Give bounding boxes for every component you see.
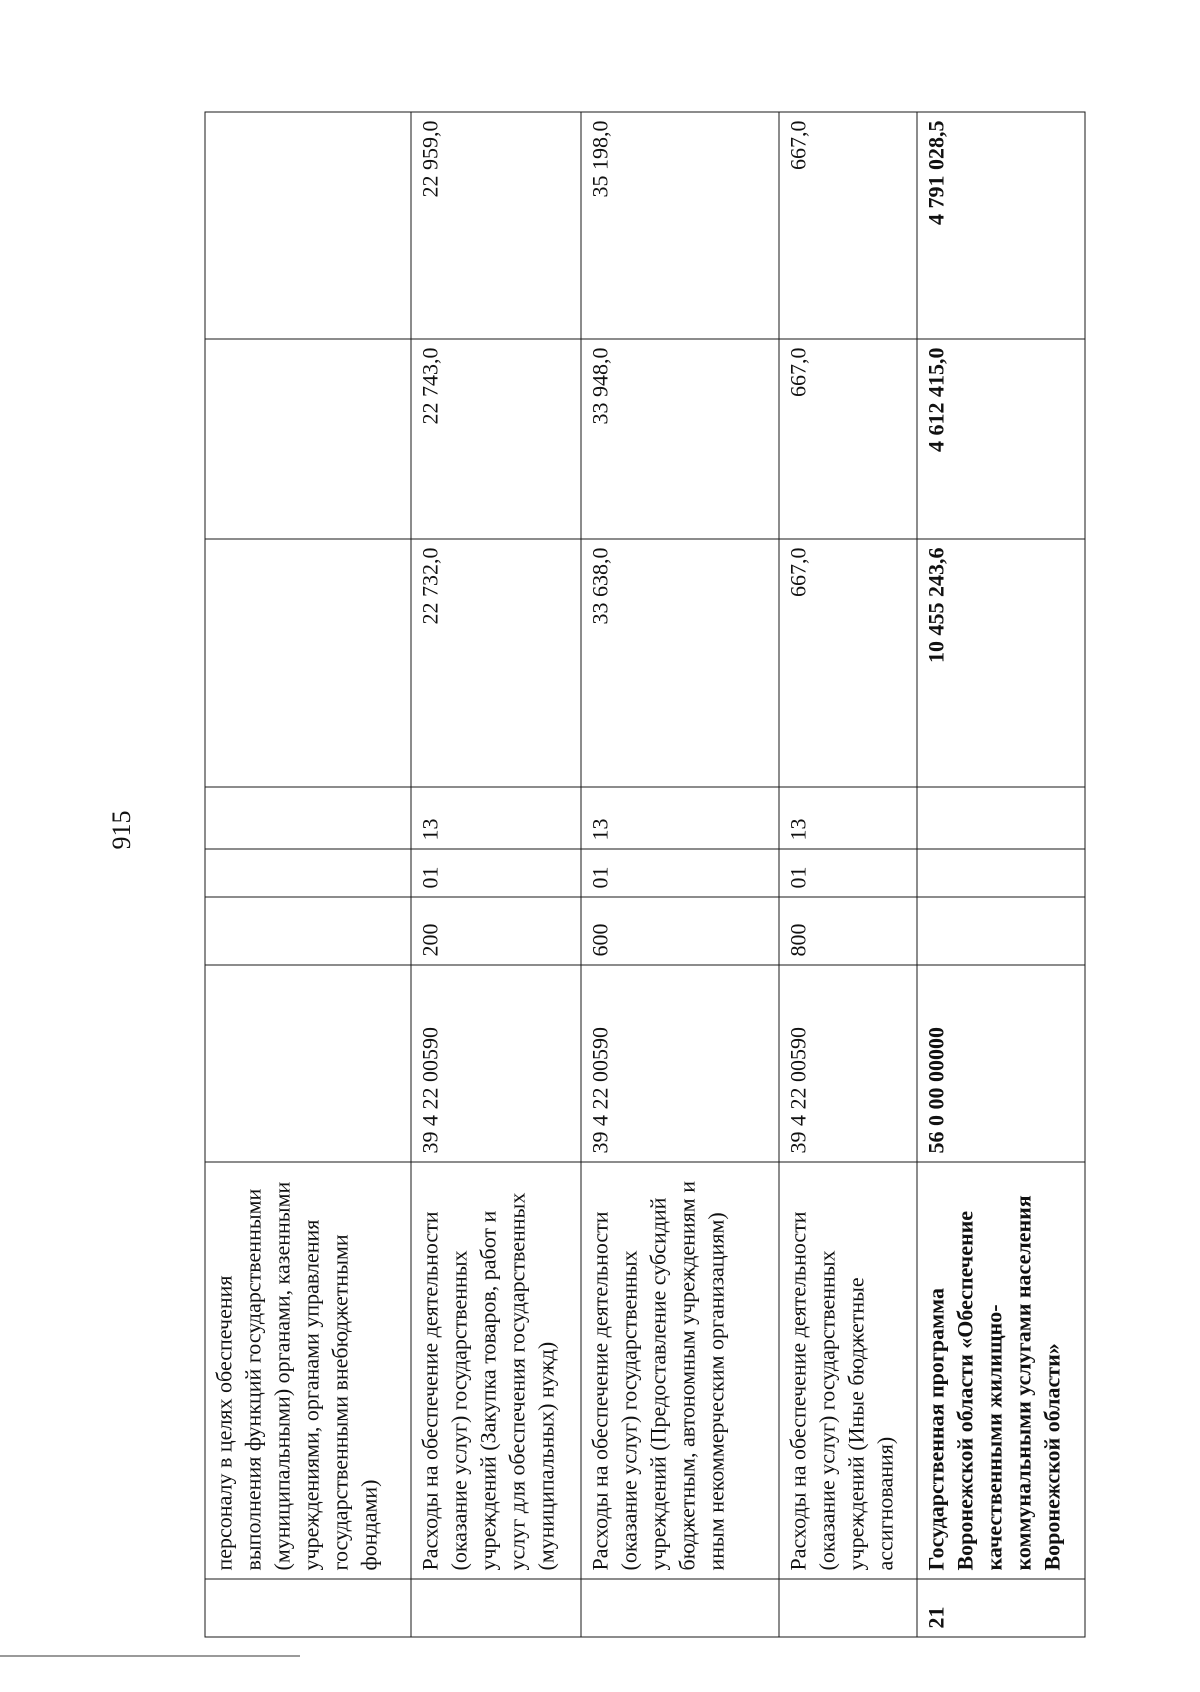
amount-year3-cell: 35 198,0	[581, 112, 779, 339]
expense-type-cell: 200	[411, 897, 581, 965]
row-number-cell	[581, 1579, 779, 1637]
table-row	[581, 112, 779, 1637]
section-code-cell: 01	[581, 849, 779, 897]
subsection-code-cell	[205, 787, 411, 849]
amount-year2-cell: 33 948,0	[581, 339, 779, 539]
expense-type-cell	[205, 897, 411, 965]
amount-year1-cell: 667,0	[779, 539, 917, 787]
amount-year1-cell	[205, 539, 411, 787]
table-row	[205, 112, 411, 1637]
section-code-cell	[205, 849, 411, 897]
subsection-code-cell: 13	[581, 787, 779, 849]
rotated-table-wrapper	[204, 112, 1084, 1637]
table-row-program-total	[917, 112, 1085, 1637]
row-name-cell: Расходы на обеспечение деятельности (оказание услуг) государственных учреждений (Иные бюджетные ассигнования)	[779, 1162, 917, 1579]
section-code-cell	[917, 849, 1085, 897]
expense-type-cell	[917, 897, 1085, 965]
target-article-code-cell: 39 4 22 00590	[411, 965, 581, 1162]
row-name-cell: Расходы на обеспечение деятельности (оказание услуг) государственных учреждений (Закупка товаров, работ и услуг для обеспечения государственных (муниципальных) нужд)	[411, 1162, 581, 1579]
amount-year3-cell	[205, 112, 411, 339]
row-number-cell: 21	[917, 1579, 1085, 1637]
expense-type-cell: 600	[581, 897, 779, 965]
subsection-code-cell: 13	[411, 787, 581, 849]
amount-year2-cell: 4 612 415,0	[917, 339, 1085, 539]
row-number-cell	[205, 1579, 411, 1637]
row-name-cell: персоналу в целях обеспечения выполнения функций государственными (муниципальными) органами, казенными учреждениями, органами управления государственными внебюджетными фондами)	[205, 1162, 411, 1579]
budget-table	[204, 111, 1085, 1637]
expense-type-cell: 800	[779, 897, 917, 965]
target-article-code-cell: 39 4 22 00590	[581, 965, 779, 1162]
amount-year2-cell: 667,0	[779, 339, 917, 539]
amount-year2-cell	[205, 339, 411, 539]
section-code-cell: 01	[779, 849, 917, 897]
amount-year1-cell: 10 455 243,6	[917, 539, 1085, 787]
section-code-cell: 01	[411, 849, 581, 897]
subsection-code-cell	[917, 787, 1085, 849]
amount-year3-cell: 667,0	[779, 112, 917, 339]
row-number-cell	[779, 1579, 917, 1637]
amount-year3-cell: 4 791 028,5	[917, 112, 1085, 339]
subsection-code-cell: 13	[779, 787, 917, 849]
scan-edge-line	[0, 1655, 300, 1657]
table-row	[411, 112, 581, 1637]
row-number-cell	[411, 1579, 581, 1637]
amount-year1-cell: 22 732,0	[411, 539, 581, 787]
amount-year2-cell: 22 743,0	[411, 339, 581, 539]
row-name-cell: Расходы на обеспечение деятельности (оказание услуг) государственных учреждений (Предоставление субсидий бюджетным, автономным учреждениям и иным некоммерческим организациям)	[581, 1162, 779, 1579]
amount-year1-cell: 33 638,0	[581, 539, 779, 787]
row-name-cell: Государственная программа Воронежской области «Обеспечение качественными жилищно-коммунальными услугами населения Воронежской области»	[917, 1162, 1085, 1579]
page-number: 915	[107, 810, 136, 850]
target-article-code-cell: 56 0 00 00000	[917, 965, 1085, 1162]
target-article-code-cell: 39 4 22 00590	[779, 965, 917, 1162]
target-article-code-cell	[205, 965, 411, 1162]
amount-year3-cell: 22 959,0	[411, 112, 581, 339]
table-row	[779, 112, 917, 1637]
